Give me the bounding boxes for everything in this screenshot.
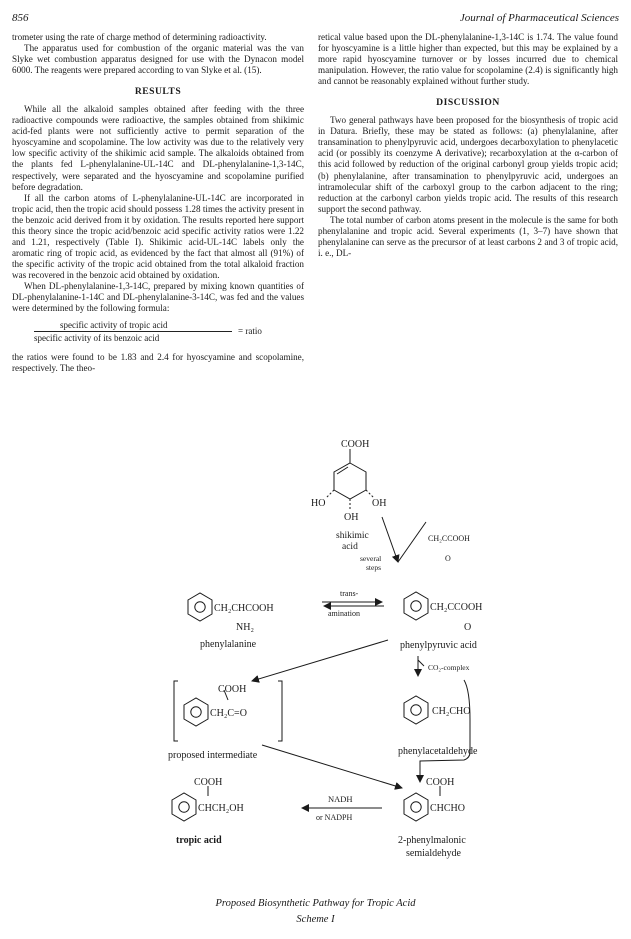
paragraph: The total number of carbon atoms present in the molecule is the same for both phenylalanine and tropic acid. Several experiments (1, 3–7) have shown that phenylalanine can serve as the precursor of at least carbons 2 and 3 of tropic acid, i. e., DL- <box>318 214 618 258</box>
paragraph: When DL-phenylalanine-1,3-14C, prepared by mixing known quantities of DL-phenylalanine-1-14C and DL-phenylalanine-3-14C, was fed and the values were determined by the following formula: <box>12 280 304 314</box>
side-branch-line <box>398 522 426 562</box>
phenylalanine-ring <box>188 593 212 621</box>
arrow-intermediate-to-semialdehyde <box>262 745 402 788</box>
phenylpyruvic-chain: CH₂CCOOH <box>430 602 483 613</box>
paragraph: the ratios were found to be 1.83 and 2.4 for hyoscyamine and scopolamine, respectively. The theo- <box>12 352 304 374</box>
side-chain-formula: CH₂CCOOH <box>428 534 470 543</box>
phenylpyruvic-ring <box>404 592 428 620</box>
shikimic-ho: HO <box>311 498 326 509</box>
formula-denominator: specific activity of its benzoic acid <box>34 333 160 344</box>
phenylpyruvic-name: phenylpyruvic acid <box>400 640 477 651</box>
shikimic-label: shikimic <box>336 531 369 541</box>
tropic-chain: CHCH₂OH <box>198 803 244 814</box>
formula-numerator: specific activity of tropic acid <box>60 320 168 331</box>
phenylalanine-chain: CH₂CHCOOH <box>214 603 274 614</box>
semialdehyde-chain: CHCHO <box>430 803 466 814</box>
side-chain-oxygen: O <box>445 554 451 563</box>
paragraph: If all the carbon atoms of L-phenylalanine-UL-14C are incorporated in tropic acid, then the tropic acid should possess 1.28 times the activity present in the benzoic acid derived from it by oxidation. The results reported here support this theory since the tropic acid/benzoic acid specific activity ratios were 1.22 and 1.21, respectively (Table I). Shikimic acid-UL-14C labels only the aromatic ring of tropic acid, as evidenced by the fact that almost all (91%) of the specific activity of the tropic acid obtained from the total alkaloid fraction was recovered in the benzoic acid obtained by oxidation. <box>12 192 304 280</box>
shikimic-label-2: acid <box>342 542 358 552</box>
results-heading: RESULTS <box>134 86 182 98</box>
co2-complex-label: CO₂-complex <box>428 663 470 672</box>
arrow-shikimic-to-phenylpyruvic <box>382 517 398 562</box>
arrow-to-semialdehyde-right <box>420 680 470 782</box>
transamination-label: trans- <box>340 589 359 598</box>
discussion-heading: DISCUSSION <box>436 97 500 109</box>
paragraph: Two general pathways have been proposed for the biosynthesis of tropic acid in Datura. Briefly, these may be stated as follows: (a) phenylalanine, after transamination to phenylpyruvic acid, undergoes decarboxylation to phenylacetic acid (or possibly its coenzyme A derivative); recarboxylation at the α-carbon of this acid followed by reduction of the original carbonyl group yields tropic acid; (b) phenylalanine, after transamination to phenylpyruvic acid, undergoes an intramolecular shift of the carboxyl group to the carbon adjacent to the ring; reduction at the carbonyl carbon yields tropic acid. The results of this research support the second pathway. <box>318 115 618 214</box>
phenylpyruvic-oxygen: O <box>464 622 472 633</box>
phenylacetaldehyde-chain: CH₂CHO <box>432 706 471 717</box>
paragraph: The apparatus used for combustion of the organic material was the van Slyke wet combustion apparatus designed for use with the Dynacon model 6000. The reagents were prepared according to van Slyke et al. (15). <box>12 43 304 76</box>
formula-result: = ratio <box>238 326 262 337</box>
nadph-label: or NADPH <box>316 813 353 822</box>
shikimic-acid-structure <box>326 449 374 510</box>
intermediate-chain: CH₂C=O <box>210 708 247 719</box>
phenylalanine-nh2: NH₂ <box>236 622 254 633</box>
arrow-to-intermediate <box>252 640 388 681</box>
shikimic-oh-right: OH <box>372 498 387 509</box>
paragraph: trometer using the rate of charge method of determining radioactivity. <box>12 32 267 42</box>
several-steps-label: several <box>360 554 382 563</box>
tropic-acid-name: tropic acid <box>176 835 222 846</box>
nadh-label: NADH <box>328 794 353 804</box>
scheme-caption: Proposed Biosynthetic Pathway for Tropic Acid <box>215 898 416 909</box>
page-number: 856 <box>12 12 29 24</box>
shikimic-cooh: COOH <box>341 439 370 450</box>
semialdehyde-cooh: COOH <box>426 777 455 788</box>
several-steps-label-2: steps <box>366 563 381 572</box>
intermediate-cooh: COOH <box>218 684 247 695</box>
semialdehyde-name-2: semialdehyde <box>406 848 461 859</box>
shikimic-oh-bottom: OH <box>344 512 359 523</box>
phenylacetaldehyde-name: phenylacetaldehyde <box>398 746 478 757</box>
scheme-number: Scheme I <box>296 914 335 925</box>
paragraph: retical value based upon the DL-phenylalanine-1,3-14C is 1.74. The value found for hyoscyamine is a little higher than expected, but this may be explained by a more rapid hyoscyamine turnover or by losses incurred due to chemical manipulation. However, the ratio value for scopolamine (2.4) is significantly high and cannot be reasonably explained without further study. <box>318 32 618 87</box>
transamination-label-2: amination <box>328 609 360 618</box>
paragraph: While all the alkaloid samples obtained after feeding with the three radioactive compounds were radioactive, the samples obtained from shikimic acid-fed plants were not sufficiently active to permit separation of the hyoscyamine and scopolamine. The low activity was due to the relatively very low specific activity of the shikimic acid sample. The alkaloids obtained from the plants fed L-phenylalanine-UL-14C and DL-phenylalanine-1,3-14C, respectively, were separated and the hyoscyamine and scopolamine purified before degradation. <box>12 104 304 192</box>
phenylacetaldehyde-ring <box>404 696 428 724</box>
semialdehyde-name: 2-phenylmalonic <box>398 835 466 846</box>
intermediate-name: proposed intermediate <box>168 750 258 761</box>
journal-title: Journal of Pharmaceutical Sciences <box>459 12 619 24</box>
tropic-cooh: COOH <box>194 777 223 788</box>
phenylalanine-name: phenylalanine <box>200 639 257 650</box>
